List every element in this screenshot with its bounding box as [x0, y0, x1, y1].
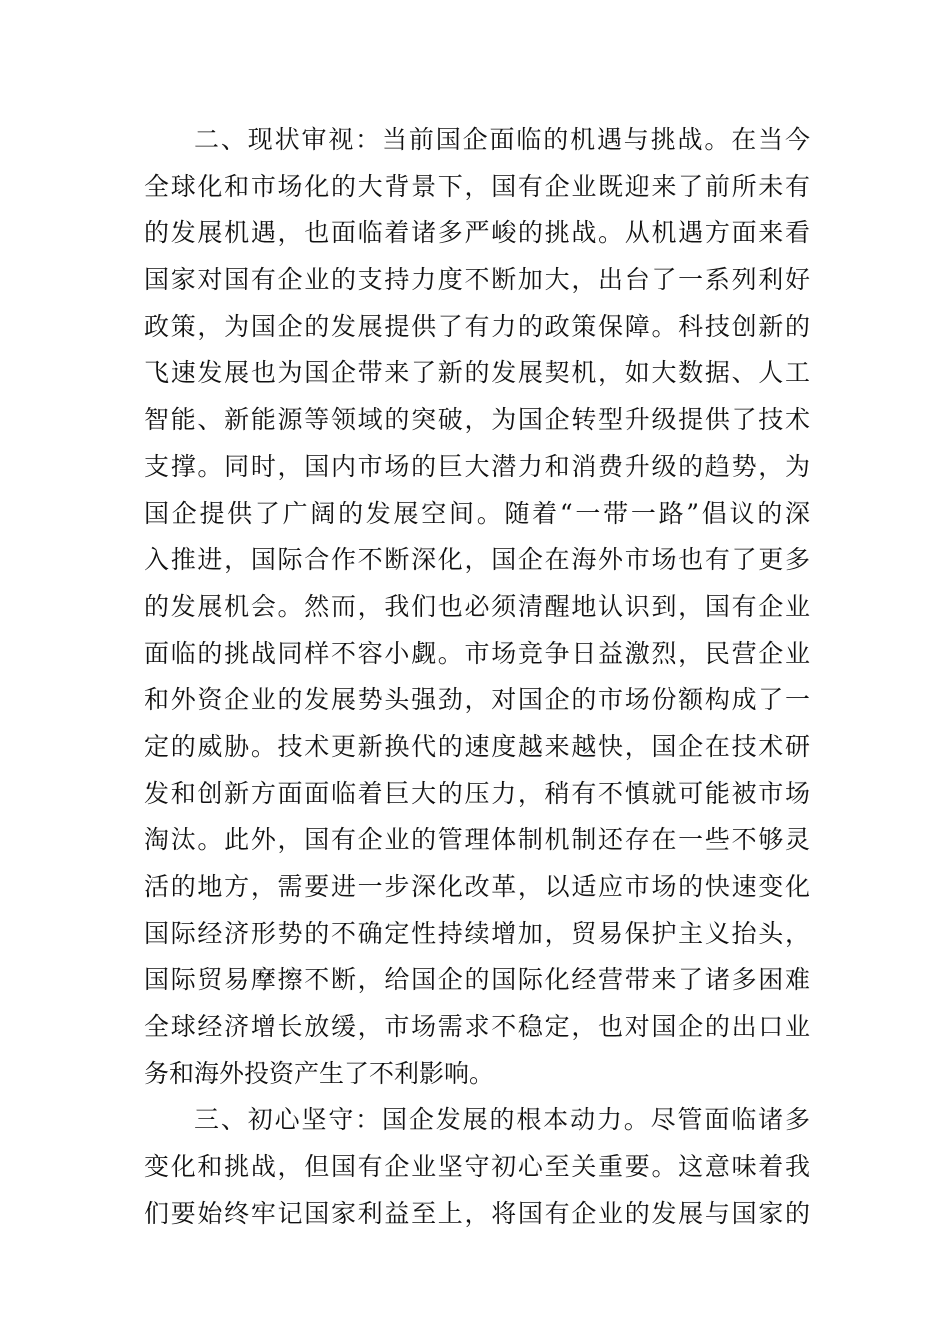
paragraph-line: 全球经济增长放缓，市场需求不稳定，也对国企的出口业 — [144, 1012, 810, 1042]
paragraph-section-2 — [144, 117, 810, 1097]
paragraph-line: 国际经济形势的不确定性持续增加，贸易保护主义抬头， — [144, 918, 810, 948]
paragraph-line: 定的威胁。技术更新换代的速度越来越快，国企在技术研 — [144, 731, 810, 761]
paragraph-line: 政策，为国企的发展提供了有力的政策保障。科技创新的 — [144, 311, 810, 341]
paragraph-line: 的发展机遇，也面临着诸多严峻的挑战。从机遇方面来看 — [144, 218, 810, 248]
paragraph-line: 智能、新能源等领域的突破，为国企转型升级提供了技术 — [144, 405, 810, 435]
paragraph-line: 变化和挑战，但国有企业坚守初心至关重要。这意味着我 — [144, 1152, 810, 1182]
paragraph-line: 国企提供了广阔的发展空间。随着“一带一路”倡议的深 — [144, 498, 810, 528]
paragraph-line: 的发展机会。然而，我们也必须清醒地认识到，国有企业 — [144, 591, 810, 621]
paragraph-line: 发和创新方面面临着巨大的压力，稍有不慎就可能被市场 — [144, 778, 810, 808]
paragraph-line: 国际贸易摩擦不断，给国企的国际化经营带来了诸多困难 — [144, 965, 810, 995]
paragraph-line: 入推进，国际合作不断深化，国企在海外市场也有了更多 — [144, 545, 810, 575]
paragraph-line: 淘汰。此外，国有企业的管理体制机制还存在一些不够灵 — [144, 825, 810, 855]
paragraph-line: 们要始终牢记国家利益至上，将国有企业的发展与国家的 — [144, 1198, 810, 1228]
paragraph-line: 面临的挑战同样不容小觑。市场竞争日益激烈，民营企业 — [144, 638, 810, 668]
paragraph-section-3 — [144, 1097, 810, 1237]
paragraph-line: 国家对国有企业的支持力度不断加大，出台了一系列利好 — [144, 265, 810, 295]
paragraph-line: 和外资企业的发展势头强劲，对国企的市场份额构成了一 — [144, 685, 810, 715]
paragraph-line: 全球化和市场化的大背景下，国有企业既迎来了前所未有 — [144, 171, 810, 201]
paragraph-line: 支撑。同时，国内市场的巨大潜力和消费升级的趋势，为 — [144, 451, 810, 481]
paragraph-line: 活的地方，需要进一步深化改革，以适应市场的快速变化 — [144, 872, 810, 901]
paragraph-line: 飞速发展也为国企带来了新的发展契机，如大数据、人工 — [144, 358, 810, 388]
paragraph-line: 二、现状审视：当前国企面临的机遇与挑战。在当今 — [194, 125, 810, 154]
paragraph-line: 三、初心坚守：国企发展的根本动力。尽管面临诸多 — [194, 1105, 810, 1135]
document-body — [144, 117, 810, 1238]
paragraph-line: 务和海外投资产生了不利影响。 — [144, 1058, 495, 1088]
